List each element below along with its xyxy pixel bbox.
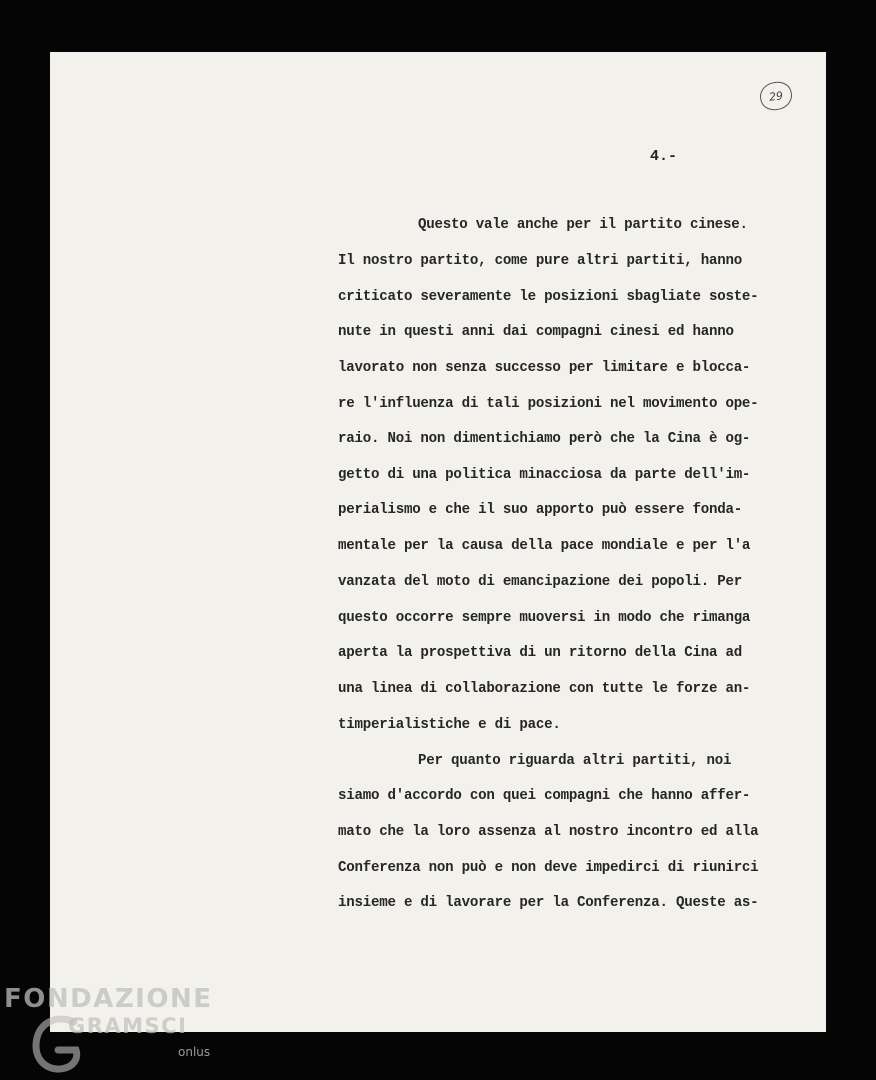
text-line: una linea di collaborazione con tutte le forze an-: [338, 679, 751, 697]
archive-number: 29: [768, 88, 784, 104]
text-line: Questo vale anche per il partito cinese.: [418, 215, 748, 233]
logo-line-onlus: onlus: [178, 1045, 211, 1059]
text-line: insieme e di lavorare per la Conferenza. Queste as-: [338, 893, 759, 911]
text-line: lavorato non senza successo per limitare e blocca-: [338, 358, 751, 376]
text-line: Conferenza non può e non deve impedirci di riunirci: [338, 858, 759, 876]
text-line: mentale per la causa della pace mondiale e per l'a: [338, 536, 751, 554]
text-line: vanzata del moto di emancipazione dei popoli. Per: [338, 572, 742, 590]
text-line: questo occorre sempre muoversi in modo che rimanga: [338, 608, 751, 626]
text-line: Per quanto riguarda altri partiti, noi: [418, 751, 732, 769]
text-line: aperta la prospettiva di un ritorno della Cina ad: [338, 643, 742, 661]
text-line: re l'influenza di tali posizioni nel movimento ope-: [338, 394, 759, 412]
page-number: 4.-: [650, 148, 678, 165]
text-line: timperialistiche e di pace.: [338, 715, 561, 733]
text-line: Il nostro partito, come pure altri partiti, hanno: [338, 251, 742, 269]
document-page: [50, 52, 826, 1032]
text-line: criticato severamente le posizioni sbagliate soste-: [338, 287, 759, 305]
text-line: getto di una politica minacciosa da parte dell'im-: [338, 465, 751, 483]
text-line: raio. Noi non dimentichiamo però che la Cina è og-: [338, 429, 751, 447]
fondazione-gramsci-watermark: [0, 982, 230, 1080]
logo-line-gramsci: GRAMSCI: [68, 1014, 188, 1038]
text-line: nute in questi anni dai compagni cinesi ed hanno: [338, 322, 734, 340]
text-line: siamo d'accordo con quei compagni che hanno affer-: [338, 786, 751, 804]
text-line: perialismo e che il suo apporto può essere fonda-: [338, 500, 742, 518]
text-line: mato che la loro assenza al nostro incontro ed alla: [338, 822, 759, 840]
archive-number-stamp: [758, 80, 794, 112]
logo-line-fondazione: FONDAZIONE: [4, 984, 213, 1014]
